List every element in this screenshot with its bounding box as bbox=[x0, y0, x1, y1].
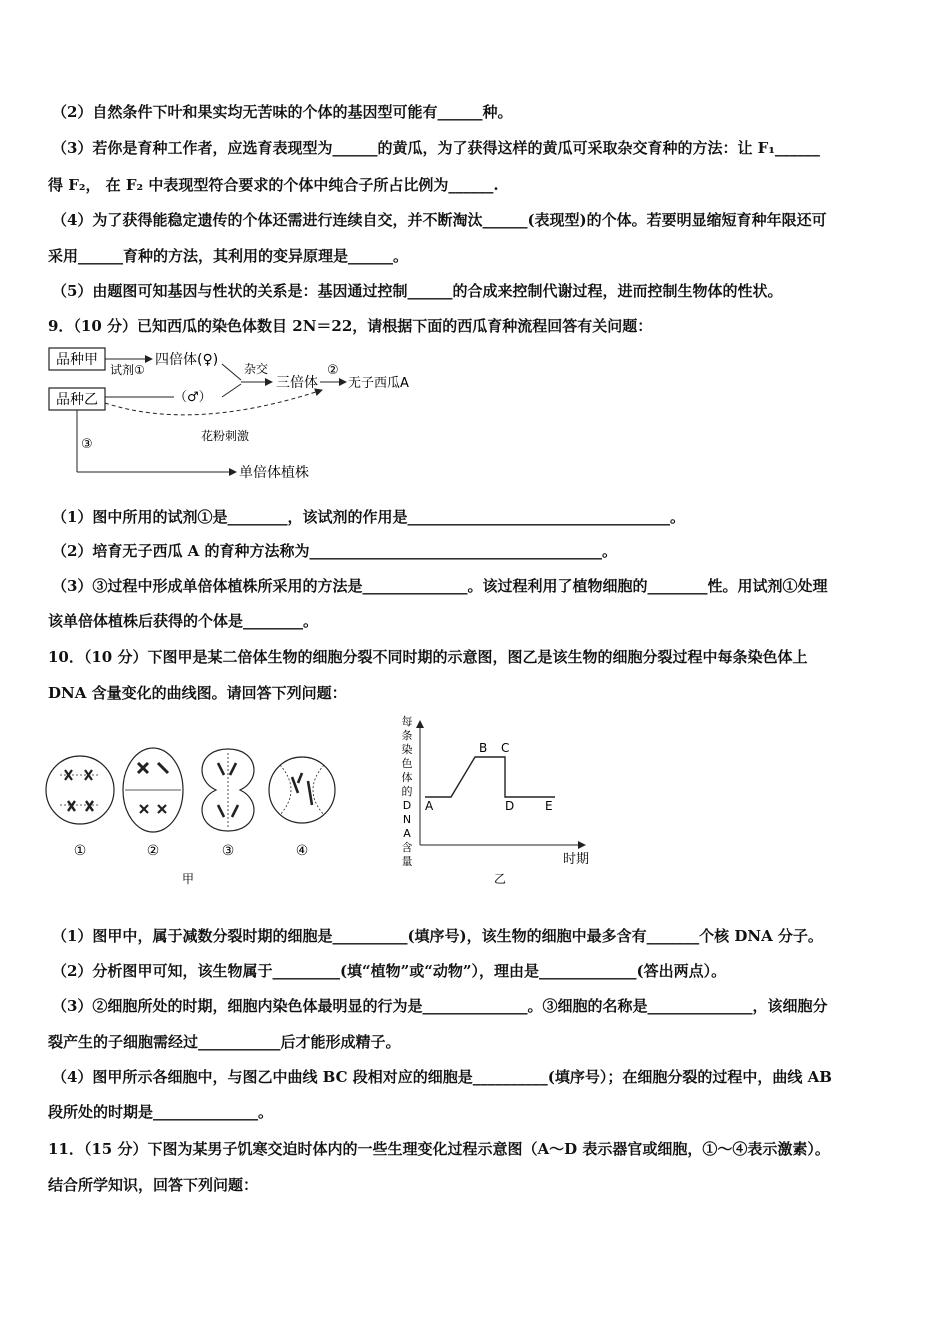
figure-yi-label: 乙 bbox=[493, 872, 507, 886]
male-label: （♂） bbox=[174, 390, 212, 405]
q8-part4-line1: （4）为了获得能稳定遗传的个体还需进行连续自交，并不断淘汰______(表现型)的个体。若要明显缩短育种年限还可 bbox=[52, 211, 827, 229]
q9-part1: （1）图中所用的试剂①是________，该试剂的作用是___________________________________。 bbox=[52, 508, 685, 526]
graph-ylabel-char: A bbox=[403, 827, 411, 840]
triploid-label: 三倍体 bbox=[276, 375, 318, 391]
q10-part3-line1: （3）②细胞所处的时期，细胞内染色体最明显的行为是______________。③细胞的名称是______________，该细胞分 bbox=[52, 997, 828, 1015]
q8-part5: （5）由题图可知基因与性状的关系是：基因通过控制______的合成来控制代谢过程，进而控制生物体的性状。 bbox=[52, 282, 783, 300]
graph-ylabel-char: 体 bbox=[401, 771, 413, 784]
q10-part3-line2: 裂产生的子细胞需经过___________后才能形成精子。 bbox=[48, 1033, 401, 1051]
cell-2-label: ② bbox=[146, 843, 160, 859]
q9-stem: 9．（10 分）已知西瓜的染色体数目 2N＝22，请根据下面的西瓜育种流程回答有关问题： bbox=[48, 317, 653, 335]
pollen-label: 花粉刺激 bbox=[201, 429, 250, 443]
haploid-label: 单倍体植株 bbox=[239, 465, 309, 481]
breeding-flow-diagram bbox=[44, 340, 444, 490]
point-D: D bbox=[505, 799, 515, 813]
dna-content-graph bbox=[395, 715, 595, 887]
point-E: E bbox=[545, 799, 553, 813]
graph-ylabel-char: 染 bbox=[401, 743, 413, 756]
graph-ylabel-char: N bbox=[402, 813, 412, 826]
cell-4-label: ④ bbox=[295, 843, 309, 859]
q10-part2: （2）分析图甲可知，该生物属于_________(填“植物”或“动物”），理由是_____________(答出两点）。 bbox=[52, 962, 727, 980]
graph-ylabel-char: 含 bbox=[401, 841, 413, 854]
q11-stem-line2: 结合所学知识，回答下列问题： bbox=[48, 1176, 259, 1194]
box-variety-b-label: 品种乙 bbox=[56, 392, 98, 408]
cell-3-label: ③ bbox=[221, 843, 235, 859]
cell-division-figure bbox=[40, 735, 350, 890]
graph-ylabel-char: 条 bbox=[401, 729, 413, 742]
graph-ylabel-char: 的 bbox=[401, 785, 413, 798]
q10-stem-line2: DNA 含量变化的曲线图。请回答下列问题： bbox=[48, 684, 347, 702]
reagent-label: 试剂① bbox=[110, 363, 145, 377]
cell-1-label: ① bbox=[73, 843, 87, 859]
cell-4 bbox=[269, 757, 335, 823]
q10-part4-line2: 段所处的时期是______________。 bbox=[48, 1103, 274, 1121]
cell-1 bbox=[46, 756, 114, 824]
q9-part3-line2: 该单倍体植株后获得的个体是________。 bbox=[48, 612, 319, 630]
dna-curve bbox=[425, 757, 555, 797]
q10-part1: （1）图甲中，属于减数分裂时期的细胞是__________(填序号)，该生物的细胞中最多含有_______个核 DNA 分子。 bbox=[52, 927, 823, 945]
tetraploid-label: 四倍体(♀) bbox=[155, 352, 219, 368]
figure-jia-label: 甲 bbox=[181, 872, 195, 886]
graph-ylabel-char: 量 bbox=[401, 855, 413, 868]
graph-ylabel-char: D bbox=[402, 799, 412, 812]
q8-part3-line1: （3）若你是育种工作者，应选育表现型为______的黄瓜，为了获得这样的黄瓜可采取杂交育种的方法：让 F₁______ bbox=[52, 139, 820, 157]
q9-part2: （2）培育无子西瓜 A 的育种方法称为_______________________________________。 bbox=[52, 542, 618, 560]
q8-part2: （2）自然条件下叶和果实均无苦味的个体的基因型可能有______种。 bbox=[52, 103, 513, 121]
graph-ylabel-char: 色 bbox=[401, 757, 413, 770]
q10-stem-line1: 10．（10 分）下图甲是某二倍体生物的细胞分裂不同时期的示意图，图乙是该生物的细胞分裂过程中每条染色体上 bbox=[48, 648, 808, 666]
graph-ylabel bbox=[402, 715, 413, 868]
point-A: A bbox=[425, 799, 434, 813]
q8-part4-line2: 采用______育种的方法，其利用的变异原理是______。 bbox=[48, 247, 409, 265]
q9-part3-line1: （3）③过程中形成单倍体植株所采用的方法是______________。该过程利用了植物细胞的________性。用试剂①处理 bbox=[52, 577, 828, 595]
cross-label: 杂交 bbox=[244, 362, 269, 376]
point-C: C bbox=[501, 741, 510, 755]
point-B: B bbox=[479, 741, 488, 755]
graph-ylabel-char: 每 bbox=[401, 715, 413, 728]
step3-label: ③ bbox=[81, 437, 93, 452]
box-variety-a-label: 品种甲 bbox=[56, 352, 98, 368]
seedless-label: 无子西瓜A bbox=[348, 376, 409, 391]
q10-part4-line1: （4）图甲所示各细胞中，与图乙中曲线 BC 段相对应的细胞是__________(填序号）；在细胞分裂的过程中，曲线 AB bbox=[52, 1068, 832, 1086]
step2-label: ② bbox=[327, 363, 339, 378]
cell-3 bbox=[202, 749, 254, 831]
graph-xlabel: 时期 bbox=[563, 852, 590, 867]
q8-part3-line2: 得 F₂， 在 F₂ 中表现型符合要求的个体中纯合子所占比例为______. bbox=[48, 176, 499, 194]
q11-stem-line1: 11．（15 分）下图为某男子饥寒交迫时体内的一些生理变化过程示意图（A～D 表示器官或细胞，①～④表示激素）。 bbox=[48, 1140, 830, 1158]
cell-2 bbox=[123, 748, 183, 832]
